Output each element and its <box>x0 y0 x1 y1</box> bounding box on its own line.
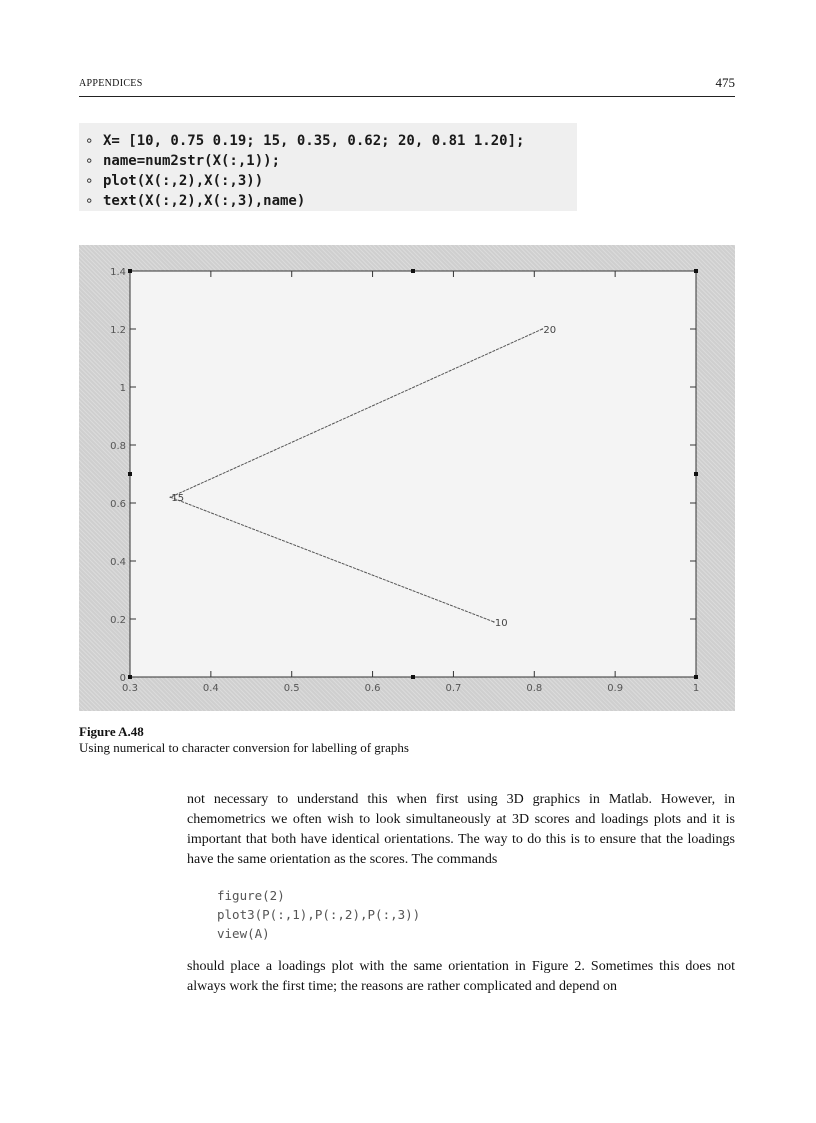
prompt-bullet-icon: ∘ <box>85 193 94 209</box>
y-tick-label: 1.4 <box>110 267 126 278</box>
prompt-bullet-icon: ∘ <box>85 153 94 169</box>
y-tick-label: 0 <box>119 673 126 684</box>
page-number: 475 <box>715 75 735 90</box>
data-label: 15 <box>171 493 185 505</box>
x-tick-label: 0.7 <box>445 683 462 694</box>
resize-handle-icon <box>411 675 415 679</box>
section-title: APPENDICES <box>79 78 143 89</box>
x-tick-label: 0.6 <box>364 683 381 694</box>
code-line: plot3(P(:,1),P(:,2),P(:,3)) <box>217 907 421 922</box>
caption-label: Figure A.48 <box>79 724 144 739</box>
line-plot <box>79 245 735 711</box>
command-line <box>85 171 577 191</box>
data-label: 20 <box>543 325 557 336</box>
resize-handle-icon <box>128 472 132 476</box>
y-tick-label: 1 <box>119 383 126 394</box>
y-tick-label: 1.2 <box>110 325 126 336</box>
code-block <box>217 886 735 943</box>
y-tick-label: 0.4 <box>110 557 126 568</box>
caption-text: Using numerical to character conversion for labelling of graphs <box>79 740 409 755</box>
resize-handle-icon <box>694 472 698 476</box>
plot-area <box>130 271 696 677</box>
y-tick-label: 0.2 <box>110 615 126 626</box>
command-line <box>85 191 577 211</box>
x-tick-label: 0.4 <box>202 683 219 694</box>
resize-handle-icon <box>128 675 132 679</box>
y-tick-label: 0.8 <box>110 441 126 452</box>
command-line <box>85 151 577 171</box>
x-tick-label: 0.9 <box>607 683 624 694</box>
prompt-bullet-icon: ∘ <box>85 173 94 189</box>
paragraph: not necessary to understand this when first using 3D graphics in Matlab. However, in chemometrics we often wish to look simultaneously at 3D scores and loadings plots and it is important that both have identical orientations. The way to do this is to ensure that the loadings have the same orientation as the scores. The commands <box>187 792 735 867</box>
command-text: plot(X(:,2),X(:,3)) <box>103 173 264 189</box>
command-line <box>85 131 577 151</box>
matlab-figure <box>79 245 735 711</box>
running-head <box>79 75 735 97</box>
paragraph: should place a loadings plot with the same orientation in Figure 2. Sometimes this does not always work the first time; the reasons are rather complicated and depend on <box>187 959 735 994</box>
x-tick-label: 0.8 <box>526 683 543 694</box>
command-text: text(X(:,2),X(:,3),name) <box>103 193 306 209</box>
x-tick-label: 0.5 <box>283 683 300 694</box>
x-tick-label: 1 <box>692 683 700 694</box>
y-tick-label: 0.6 <box>110 499 126 510</box>
command-text: name=num2str(X(:,1)); <box>103 153 281 169</box>
code-line: figure(2) <box>217 888 285 903</box>
command-text: X= [10, 0.75 0.19; 15, 0.35, 0.62; 20, 0.81 1.20]; <box>103 133 525 149</box>
matlab-command-panel <box>79 123 577 211</box>
resize-handle-icon <box>694 269 698 273</box>
figure-caption <box>79 724 735 756</box>
resize-handle-icon <box>128 269 132 273</box>
code-line: view(A) <box>217 926 270 941</box>
body-text <box>187 790 735 997</box>
data-label: 10 <box>494 617 508 629</box>
resize-handle-icon <box>694 675 698 679</box>
resize-handle-icon <box>411 269 415 273</box>
x-tick-label: 0.3 <box>122 683 138 694</box>
prompt-bullet-icon: ∘ <box>85 133 94 149</box>
